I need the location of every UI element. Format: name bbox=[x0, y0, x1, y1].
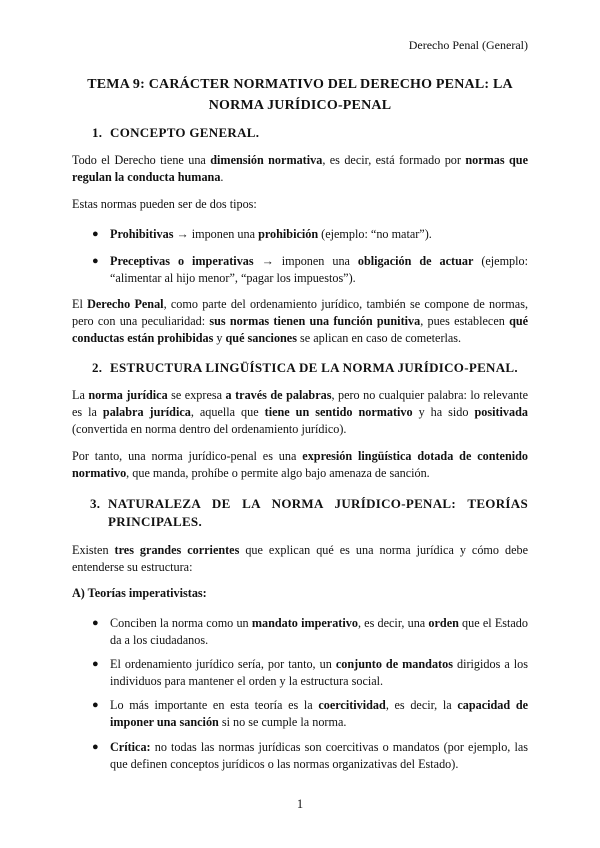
list-item: ● Conciben la norma como un mandato imperativo, es decir, una orden que el Estado da a los ciudadanos. bbox=[92, 616, 528, 647]
list-item: ● El ordenamiento jurídico sería, por tanto, un conjunto de mandatos dirigidos a los individuos para mantener el orden y la estructura social. bbox=[92, 657, 529, 688]
paragraph-6: Existen tres grandes corrientes que explican qué es una norma jurídica y cómo debe entenderse su estructura: bbox=[72, 543, 528, 574]
list-item: ● Lo más importante en esta teoría es la coercitividad, es decir, la capacidad de imponer una sanción si no se cumple la norma. bbox=[92, 698, 529, 729]
title-line-1: TEMA 9: CARÁCTER NORMATIVO DEL DERECHO PENAL: LA bbox=[87, 77, 513, 92]
paragraph-2: Estas normas pueden ser de dos tipos: bbox=[72, 197, 257, 211]
section-3-heading bbox=[92, 495, 528, 531]
title-line-2: NORMA JURÍDICO-PENAL bbox=[208, 98, 392, 113]
page-title bbox=[72, 74, 528, 116]
list-item: ● Prohibitivas → imponen una prohibición (ejemplo: “no matar”). bbox=[92, 227, 432, 241]
bullet-icon: ● bbox=[92, 617, 99, 629]
section-title: CONCEPTO GENERAL. bbox=[110, 125, 260, 140]
bullet-icon: ● bbox=[92, 255, 99, 267]
section-number: 1. bbox=[92, 125, 103, 140]
bullet-icon: ● bbox=[92, 228, 99, 240]
section-number: 3. bbox=[90, 496, 101, 511]
section-2-heading bbox=[92, 359, 548, 376]
paragraph-1: Todo el Derecho tiene una dimensión normativa, es decir, está formado por normas que regulan la conducta humana. bbox=[72, 153, 528, 184]
paragraph-4: La norma jurídica se expresa a través de palabras, pero no cualquier palabra: lo relevante es la palabra jurídica, aquella que tiene un sentido normativo y ha sido positivada (convertida en norma dentro del ordenamiento jurídico). bbox=[72, 388, 528, 436]
bullet-icon: ● bbox=[92, 699, 99, 711]
subsection-heading: A) Teorías imperativistas: bbox=[72, 586, 207, 600]
section-title: NATURALEZA DE LA NORMA JURÍDICO-PENAL: TEORÍAS PRINCIPALES. bbox=[108, 496, 528, 529]
paragraph-3: El Derecho Penal, como parte del ordenamiento jurídico, también se compone de normas, pero con una peculiaridad: sus normas tienen una función punitiva, pues establecen qué conductas están prohibidas y qué sanciones se aplican en caso de cometerlas. bbox=[72, 297, 529, 345]
paragraph-5: Por tanto, una norma jurídico-penal es una expresión lingüística dotada de contenido normativo, que manda, prohíbe o permite algo bajo amenaza de sanción. bbox=[72, 449, 529, 480]
running-header: Derecho Penal (General) bbox=[408, 38, 528, 52]
list-item: ● Preceptivas o imperativas → imponen una obligación de actuar (ejemplo: “alimentar al hijo menor”, “pagar los impuestos”). bbox=[92, 254, 529, 285]
section-title: ESTRUCTURA LINGÜÍSTICA DE LA NORMA JURÍDICO-PENAL. bbox=[110, 360, 518, 375]
section-1-heading bbox=[92, 124, 548, 141]
page-number: 1 bbox=[296, 797, 304, 811]
list-item: ● Crítica: no todas las normas jurídicas son coercitivas o mandatos (por ejemplo, las que definen conceptos jurídicos o las normas organizativas del Estado). bbox=[92, 740, 528, 771]
section-number: 2. bbox=[92, 360, 103, 375]
bullet-icon: ● bbox=[92, 658, 99, 670]
bullet-icon: ● bbox=[92, 741, 99, 753]
